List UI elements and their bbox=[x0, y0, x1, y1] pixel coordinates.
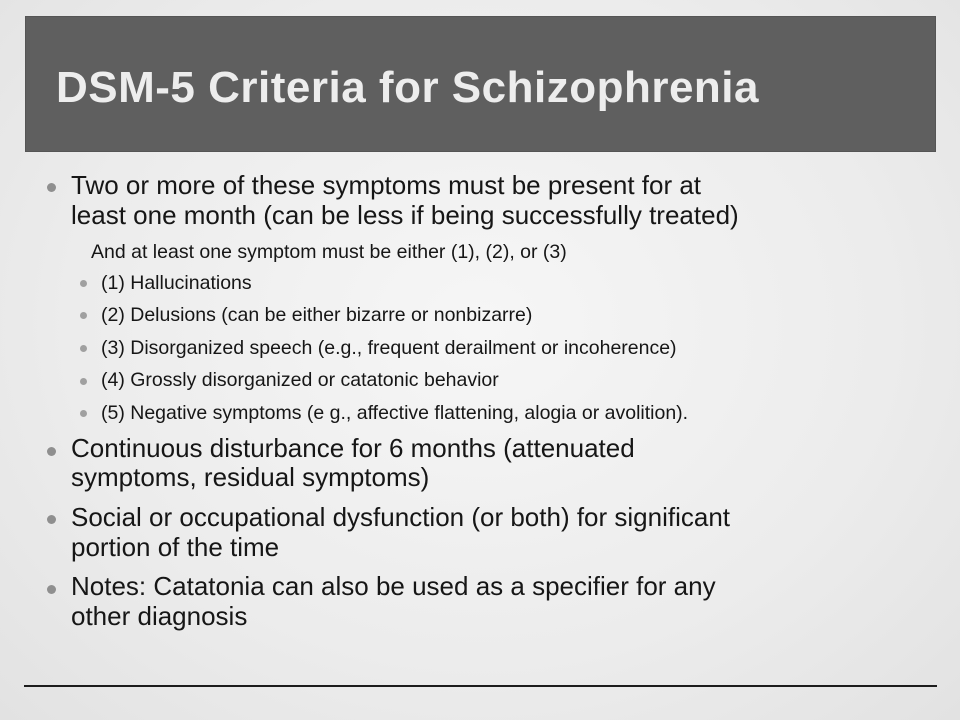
bullet-note: And at least one symptom must be either (1), (2), or (3) bbox=[91, 241, 567, 263]
bullet-dot bbox=[47, 585, 56, 594]
bullet-2-line-1: Continuous disturbance for 6 months (attenuated bbox=[71, 433, 635, 463]
sub-bullet-dot bbox=[80, 378, 87, 385]
sub-item-5: (5) Negative symptoms (e g., affective flattening, alogia or avolition). bbox=[101, 402, 689, 424]
sub-item-4: (4) Grossly disorganized or catatonic behavior bbox=[101, 369, 499, 391]
sub-bullet-dot bbox=[80, 410, 87, 417]
sub-item-2: (2) Delusions (can be either bizarre or nonbizarre) bbox=[101, 304, 533, 326]
sub-item-1: (1) Hallucinations bbox=[101, 272, 252, 294]
bullet-3-line-2: portion of the time bbox=[71, 532, 280, 562]
bullet-dot bbox=[47, 183, 56, 192]
sub-item-3: (3) Disorganized speech (e.g., frequent derailment or incoherence) bbox=[101, 337, 677, 359]
sub-bullet-dot bbox=[80, 345, 87, 352]
slide-title: DSM-5 Criteria for Schizophrenia bbox=[56, 63, 760, 112]
bullet-dot bbox=[47, 515, 56, 524]
sub-bullet-dot bbox=[80, 280, 87, 287]
bullet-4-line-1: Notes: Catatonia can also be used as a specifier for any bbox=[71, 571, 716, 601]
bullet-3-line-1: Social or occupational dysfunction (or both) for significant bbox=[71, 502, 731, 532]
bullet-1-line-1: Two or more of these symptoms must be present for at bbox=[71, 170, 702, 200]
footer-divider bbox=[24, 685, 937, 687]
bullet-4-line-2: other diagnosis bbox=[71, 601, 248, 631]
sub-bullet-dot bbox=[80, 312, 87, 319]
bullet-2-line-2: symptoms, residual symptoms) bbox=[71, 462, 430, 492]
bullet-dot bbox=[47, 447, 56, 456]
bullet-1-line-2: least one month (can be less if being successfully treated) bbox=[71, 200, 739, 230]
